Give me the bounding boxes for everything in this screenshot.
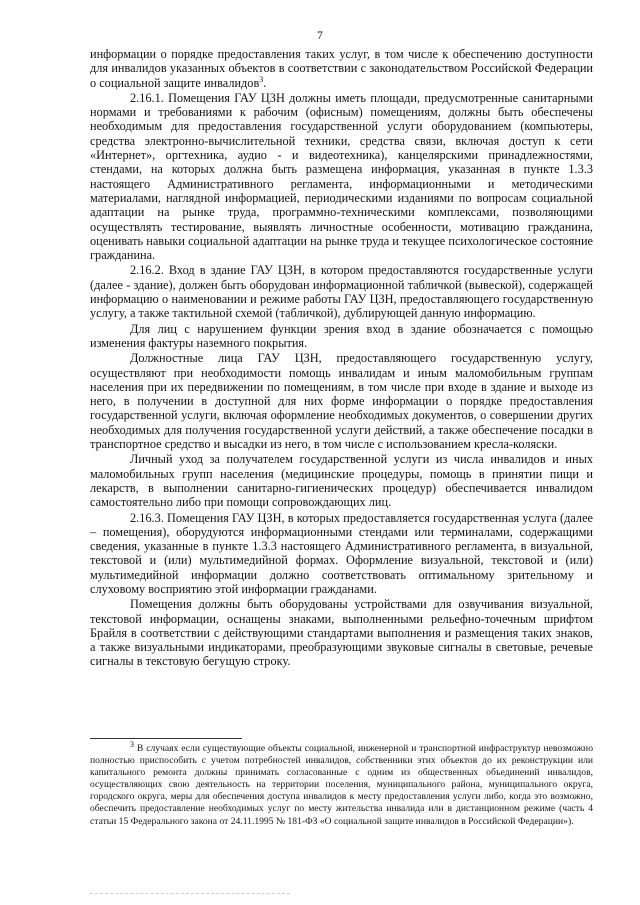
paragraph-braille-equipment: Помещения должны быть оборудованы устройствами для озвучивания визуальной, текстовой информации, оснащены знаками, выполненными рельефно-точечным шрифтом Брайля в соответствии с действующими стандартами выполнения и размещения таких знаков, а также визуальными индикаторами, преобразующими звуковые сигналы в световые, речевые сигналы в текстовую бегущую строку. — [90, 597, 593, 669]
paragraph-2-16-3: 2.16.3. Помещения ГАУ ЦЗН, в которых предоставляется государственная услуга (далее – помещения), оборудуются информационными стендами или терминалами, содержащими сведения, указанные в пункте 1.3.3 настоящего Административного регламента, в визуальной, текстовой и (или) мультимедийной формах. Оформление визуальной, текстовой и (или) мультимедийной информации должно соответствовать оптимальному зрительному и слуховому восприятию этой информации гражданами. — [90, 510, 593, 596]
paragraph-vision-impaired: Для лиц с нарушением функции зрения вход в здание обозначается с помощью изменения фактуры наземного покрытия. — [90, 321, 593, 350]
footnote-reference[interactable]: 3 — [259, 74, 264, 84]
footnote-marker: 3 — [130, 739, 134, 749]
paragraph-2-16-1: 2.16.1. Помещения ГАУ ЦЗН должны иметь площади, предусмотренные санитарными нормами и требованиями к рабочим (офисным) помещениям, должны быть обеспечены необходимым для предоставления государственной услуги оборудованием (компьютеры, средства электронно-вычислительной техники, средства связи, включая доступ к сети «Интернет», оргтехника, аудио - и видеотехника), канцелярскими принадлежностями, стендами, на которых должна быть размещена информация, указанная в пункте 1.3.3 настоящего Административного регламента, информационными и методическими материалами, наглядной информацией, периодическими изданиями по вопросам социальной адаптации на рынке труда, программно-техническими комплексами, позволяющими осуществлять тестирование, выявлять личностные особенности, мотивацию гражданина, оценивать навыки социальной адаптации на рынке труда и текущее психологическое состояние гражданина. — [90, 90, 593, 263]
paragraph-accessibility-info: информации о порядке предоставления таких услуг, в том числе к обеспечению доступности для инвалидов указанных объектов в соответствии с законодательством Российской Федерации о социальной защите инвалидов$^3$. — [90, 47, 593, 90]
page-number: 7 — [317, 30, 323, 42]
scan-artifact-line — [90, 893, 290, 894]
document-body — [90, 47, 593, 669]
footnote — [90, 739, 593, 828]
paragraph-staff-assistance: Должностные лица ГАУ ЦЗН, предоставляющего государственную услугу, осуществляют при необходимости помощь инвалидам и иным маломобильным группам населения при их передвижении по помещениям, в том числе при входе в здание и выходе из него, в получении в доступной для них форме информации о порядке предоставления государственной услуги, включая оформление необходимых документов, о совершении других необходимых для получения государственной услуги действий, а также обеспечение посадки в транспортное средство и высадки из него, в том числе с использованием кресла-коляски. — [90, 351, 593, 452]
footnote-text: В случаях если существующие объекты социальной, инженерной и транспортной инфраструктур невозможно полностью приспособить с учетом потребностей инвалидов, собственники этих объектов до их реконструкции или капитального ремонта должны принимать согласованные с одним из общественных объединений инвалидов, осуществляющих свою деятельность на территории поселения, муниципального района, муниципального округа, городского округа, меры для обеспечения доступа инвалидов к месту предоставления услуги либо, когда это возможно, обеспечить предоставление необходимых услуг по месту жительства инвалида или в дистанционном режиме (часть 4 статьи 15 Федерального закона от 24.11.1995 № 181-ФЗ «О социальной защите инвалидов в Российской Федерации»). — [90, 743, 593, 827]
paragraph-2-16-2: 2.16.2. Вход в здание ГАУ ЦЗН, в котором предоставляются государственные услуги (далее - здание), должен быть оборудован информационной табличкой (вывеской), содержащей информацию о наименовании и режиме работы ГАУ ЦЗН, предоставляющего государственную услугу, а также тактильной схемой (табличкой), дублирующей данную информацию. — [90, 263, 593, 321]
footnote-divider — [90, 738, 242, 739]
paragraph-personal-care: Личный уход за получателем государственной услуги из числа инвалидов и иных маломобильных групп населения (медицинские процедуры, помощь в принятии пищи и лекарств, в выполнении санитарно-гигиенических процедур) обеспечивается инвалидом самостоятельно либо при помощи сопровождающих лиц. — [90, 452, 593, 510]
